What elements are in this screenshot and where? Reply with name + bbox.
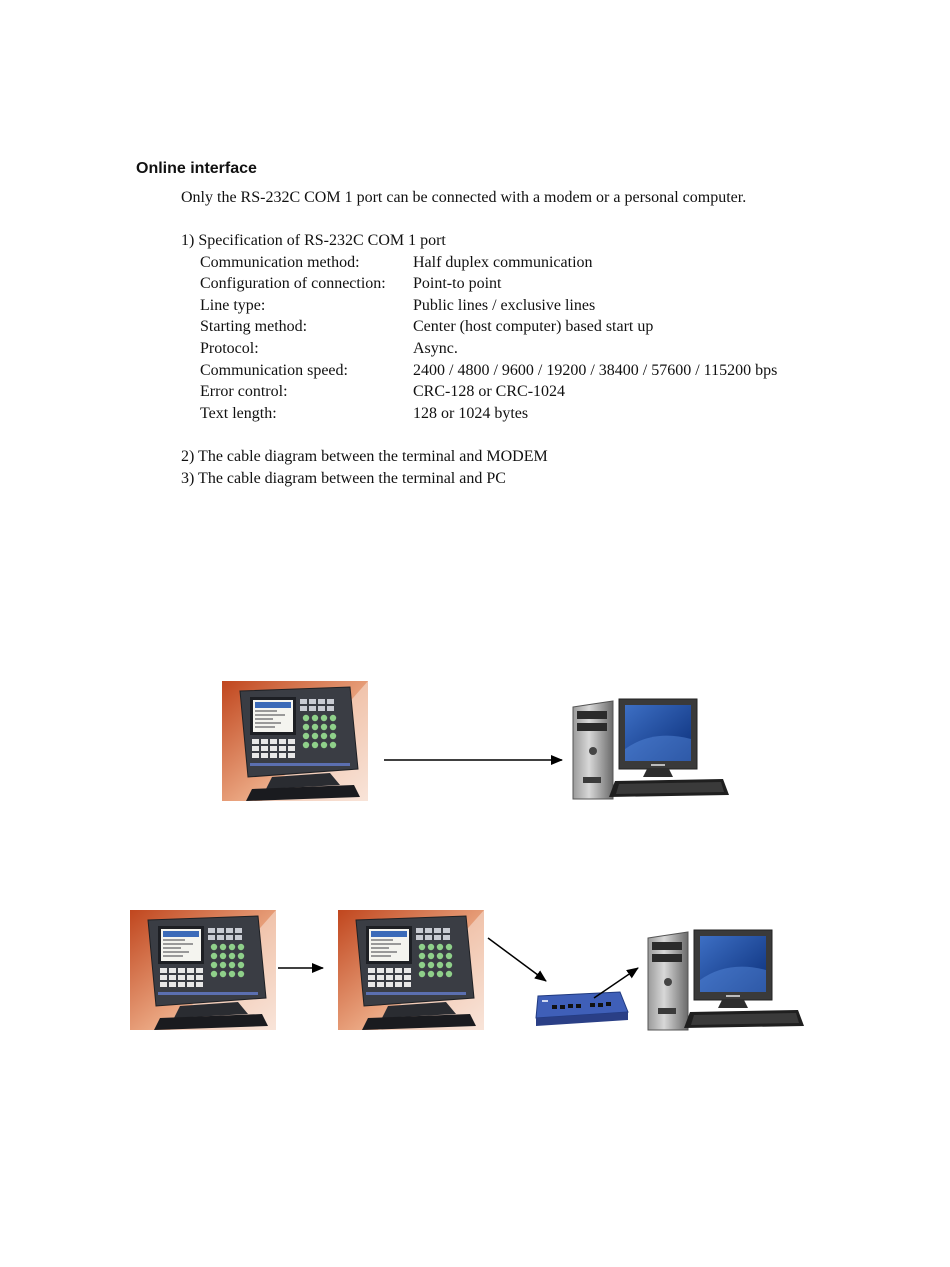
pc-diagram-heading: 3) The cable diagram between the terminal and PC: [181, 470, 506, 487]
spec-value: Async.: [413, 340, 458, 357]
spec-label: Communication speed:: [200, 362, 348, 379]
spec-label: Protocol:: [200, 340, 259, 357]
intro-paragraph: Only the RS-232C COM 1 port can be connected with a modem or a personal computer.: [181, 189, 747, 206]
spec-value: Center (host computer) based start up: [413, 318, 654, 335]
spec-label: Communication method:: [200, 254, 360, 271]
modem-diagram-heading: 2) The cable diagram between the terminal and MODEM: [181, 448, 548, 465]
spec-value: 128 or 1024 bytes: [413, 405, 529, 422]
spec-value: Point-to point: [413, 275, 502, 292]
spec-label: Text length:: [200, 405, 277, 422]
spec-label: Configuration of connection:: [200, 275, 386, 292]
spec-value: 2400 / 4800 / 9600 / 19200 / 38400 / 57600 / 115200 bps: [413, 362, 778, 379]
pos-terminal-image: [130, 910, 276, 1030]
pos-terminal-image: [338, 910, 484, 1030]
spec-value: Public lines / exclusive lines: [413, 297, 596, 314]
spec-label: Error control:: [200, 383, 288, 400]
network-hub-image: [536, 992, 628, 1026]
pos-terminal-image: [222, 681, 368, 801]
personal-computer-image: [648, 930, 804, 1030]
spec-item-heading: 1) Specification of RS-232C COM 1 port: [181, 232, 446, 249]
spec-label: Starting method:: [200, 318, 308, 335]
spec-value: CRC-128 or CRC-1024: [413, 383, 566, 400]
spec-value: Half duplex communication: [413, 254, 593, 271]
personal-computer-image: [573, 699, 729, 799]
section-heading: Online interface: [136, 160, 257, 177]
spec-label: Line type:: [200, 297, 266, 314]
connection-arrow: [488, 938, 546, 981]
